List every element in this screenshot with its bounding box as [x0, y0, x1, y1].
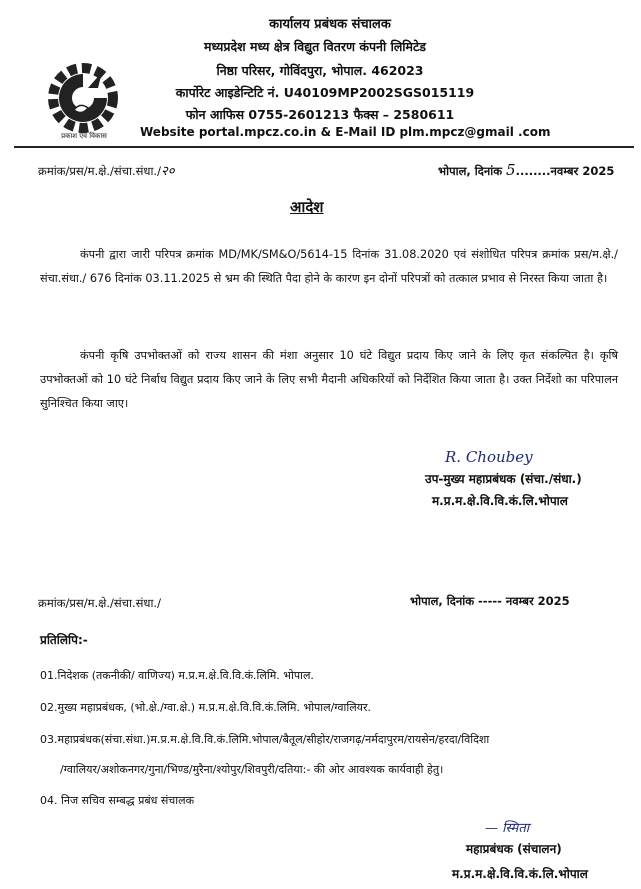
date-suffix: ........नवम्बर 2025: [515, 164, 615, 178]
reference-number-handwritten: २०: [160, 164, 175, 179]
office-title: कार्यालय प्रबंधक संचालक: [269, 17, 391, 32]
logo-tagline: प्रकाश एवं विकास: [61, 132, 107, 140]
copy-list-title: प्रतिलिपि:-: [40, 633, 88, 647]
phone-fax: फोन आफिस 0755-2601213 फैक्स – 2580611: [185, 107, 455, 122]
signatory-2-designation: महाप्रबंधक (संचालन): [466, 842, 562, 856]
copy-item: 04. निज सचिव सम्बद्ध प्रबंध संचालक: [40, 794, 195, 807]
signature-1: R. Choubey: [445, 448, 533, 466]
copy-item-continued: /ग्वालियर/अशोकनगर/गुना/भिण्ड/मुरैना/श्योपुर/शिवपुरी/दतिया:- की ओर आवश्यक कार्यवाही हेतु।: [60, 763, 444, 776]
reference-number: [38, 161, 175, 179]
company-name: मध्यप्रदेश मध्य क्षेत्र विद्युत वितरण कंपनी लिमिटेड: [203, 39, 426, 54]
reference-number-text: क्रमांक/प्रस/म.क्षे./संचा.संधा./: [38, 164, 161, 178]
signature-2: — स्मिता: [485, 821, 530, 836]
issue-date: [438, 161, 614, 179]
signatory-2-org: म.प्र.म.क्षे.वि.वि.कं.लि.भोपाल: [452, 867, 588, 881]
website-email: Website portal.mpcz.co.in & E-Mail ID plm.mpcz@gmail .com: [140, 125, 551, 139]
company-address: निष्ठा परिसर, गोविंदपुरा, भोपाल. 462023: [216, 63, 424, 78]
signatory-1-designation: उप-मुख्य महाप्रबंधक (संचा./संधा.): [425, 472, 582, 486]
order-title: आदेश: [290, 198, 324, 216]
signatory-1-org: म.प्र.म.क्षे.वि.वि.कं.लि.भोपाल: [432, 494, 568, 508]
copy-item: 02.मुख्य महाप्रबंधक, (भो.क्षे./ग्वा.क्षे.) म.प्र.म.क्षे.वि.वि.कं.लिमि. भोपाल/ग्वालियर.: [40, 701, 372, 714]
date-prefix: भोपाल, दिनांक: [438, 164, 503, 178]
header-divider: [14, 146, 634, 148]
reference-number-2: क्रमांक/प्रस/म.क्षे./संचा.संधा./: [38, 596, 161, 610]
date-day: 5: [506, 161, 516, 179]
order-paragraph-2: कंपनी कृषि उपभोक्तओं को राज्य शासन की मंशा अनुसार 10 घंटे विद्युत प्रदाय किए जाने के लिए कृत संकल्पित है। कृषि उपभोक्तओं को 10 घंटे निर्बाध विद्युत प्रदाय किए जाने के लिए सभी मैदानी अधिकरियों को निर्देशित किया जाता है। उक्त निर्देशो का परिपालन सुनिश्चित किया जाए।: [40, 349, 618, 410]
copy-item: 01.निदेशक (तकनीकी/ वाणिज्य) म.प्र.म.क्षे.वि.वि.कं.लिमि. भोपाल.: [40, 669, 314, 682]
corporate-identity: कार्पोरेट आइडेन्टिटि नं. U40109MP2002SGS015119: [175, 85, 475, 100]
copy-item: 03.महाप्रबंधक(संचा.संधा.)म.प्र.म.क्षे.वि.वि.कं.लिमि.भोपाल/बैतूल/सीहोर/राजगढ़/नर्मदापुरम/रायसेन/हरदा/विदिशा: [40, 733, 490, 746]
issue-date-2: भोपाल, दिनांक ----- नवम्बर 2025: [410, 594, 570, 608]
order-paragraph-1: कंपनी द्वारा जारी परिपत्र क्रमांक MD/MK/SM&O/5614-15 दिनांक 31.08.2020 एवं संशोधित परिपत्र क्रमांक प्रस/म.क्षे./संचा.संधा./ 676 दिनांक 03.11.2025 से भ्रम की स्थिति पैदा होने के कारण इन दोनों परिपत्रों को तत्काल प्रभाव से निरस्त किया जाता है।: [40, 248, 618, 285]
